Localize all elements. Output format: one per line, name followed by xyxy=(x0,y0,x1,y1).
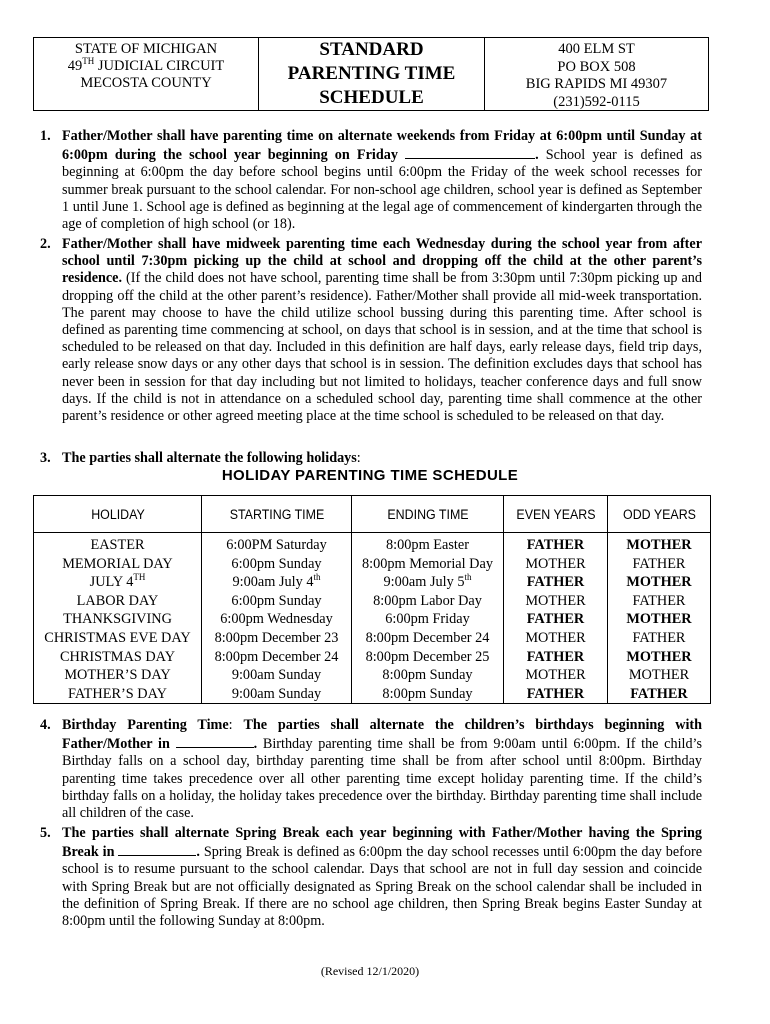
header-box xyxy=(33,37,709,111)
blank-line xyxy=(176,734,254,748)
table-row: THANKSGIVING 6:00pm Wednesday 6:00pm Friday FATHER MOTHER xyxy=(34,610,711,629)
col-holiday: HOLIDAY xyxy=(40,496,195,533)
table-row: EASTER 6:00PM Saturday 8:00pm Easter FATHER MOTHER xyxy=(34,533,711,555)
col-even-years: EVEN YEARS xyxy=(508,496,604,533)
schedule-title: HOLIDAY PARENTING TIME SCHEDULE xyxy=(221,467,519,484)
col-ending-time: ENDING TIME xyxy=(358,496,498,533)
table-row: LABOR DAY 6:00pm Sunday 8:00pm Labor Day MOTHER FATHER xyxy=(34,592,711,611)
table-row: JULY 4TH 9:00am July 4th 9:00am July 5th FATHER MOTHER xyxy=(34,573,711,592)
court-address: 400 ELM ST PO BOX 508 BIG RAPIDS MI 49307 (231)592-0115 xyxy=(525,41,668,110)
holiday-schedule-table xyxy=(33,495,711,704)
revision-footer: (Revised 12/1/2020) xyxy=(320,964,420,978)
paragraph-4: 4. Birthday Parenting Time: The parties shall alternate the children’s birthdays beginning with Father/Mother in . Birthday parenting time shall be from 9:00am until 6:00pm. If the child’s Birthday falls on a school day, birthday parenting time shall be from after school until 8:00pm. Birthday parenting time takes precedence over all other parenting time except holiday parenting time. If the child’s birthday falls on a holiday, the holiday takes precedence over the birthday. Birthday parenting time shall include all children of the case. xyxy=(40,717,703,822)
court-state: STATE OF MICHIGAN xyxy=(74,41,218,57)
table-header-row xyxy=(34,496,711,533)
table-row: CHRISTMAS EVE DAY 8:00pm December 23 8:00pm December 24 MOTHER FATHER xyxy=(34,629,711,648)
paragraph-5: 5. The parties shall alternate Spring Break each year beginning with Father/Mother having the Spring Break in . Spring Break is defined as 6:00pm the day school recesses until 6:00pm the day before school is to resume pursuant to the school calendar. Days that school are not in full day session and coincide with Spring Break but are not officially designated as Spring Break on the school calendar shall be included in the definition of Spring Break. If there are no school age children, then Spring Break begins Easter Sunday at 8:00pm until the following Sunday at 8:00pm. xyxy=(40,825,703,930)
court-county: MECOSTA COUNTY xyxy=(80,75,212,91)
col-starting-time: STARTING TIME xyxy=(208,496,346,533)
document-title: STANDARD PARENTING TIME SCHEDULE xyxy=(259,38,485,110)
col-odd-years: ODD YEARS xyxy=(612,496,707,533)
paragraph-3: 3. The parties shall alternate the following holidays: xyxy=(40,450,361,466)
table-row: CHRISTMAS DAY 8:00pm December 24 8:00pm December 25 FATHER MOTHER xyxy=(34,648,711,667)
table-row: FATHER’S DAY 9:00am Sunday 8:00pm Sunday FATHER FATHER xyxy=(34,685,711,704)
table-row: MOTHER’S DAY 9:00am Sunday 8:00pm Sunday MOTHER MOTHER xyxy=(34,666,711,685)
court-info xyxy=(34,38,259,110)
table-row: MEMORIAL DAY 6:00pm Sunday 8:00pm Memorial Day MOTHER FATHER xyxy=(34,555,711,574)
court-circuit: 49TH JUDICIAL CIRCUIT xyxy=(67,56,225,74)
blank-line xyxy=(118,842,196,856)
paragraph-2: 2. Father/Mother shall have midweek parenting time each Wednesday during the school year from after school until 7:30pm picking up the child at school and dropping off the child at the other parent’s residence. (If the child does not have school, parenting time shall be from 3:30pm until 7:30pm picking up and dropping off the child at the other parent’s residence). Father/Mother shall provide all mid-week transportation. The parent may choose to have the child utilize school bussing during this parenting time. After school is defined as parenting time commencing at school, on days that school is in session, and at the time that school is scheduled to be released on that day. Included in this definition are half days, early release days, field trip days, early release snow days or any other days that school is in session. The definition excludes days that school has never been in session for that day including but not limited to holidays, teacher conference days and full snow days. If the child is not in attendance on a scheduled school day, parenting time shall commence at the other parent’s residence or other agreed meeting place at the time school is scheduled to be released on that day. xyxy=(40,236,702,425)
court-phone: (231)592-0115 xyxy=(553,93,640,110)
paragraph-1: 1. Father/Mother shall have parenting time on alternate weekends from Friday at 6:00pm until Sunday at 6:00pm during the school year beginning on Friday . School year is defined as beginning at 6:00pm the day before school begins until 6:00pm the Friday of the week school recesses for summer break pursuant to the school calendar. For non-school age children, school year is defined as September 1 until June 1. School age is defined as beginning at the legal age of commencement of kindergarten through the age of completion of high school (or 18). xyxy=(40,128,703,233)
blank-line xyxy=(405,145,535,159)
